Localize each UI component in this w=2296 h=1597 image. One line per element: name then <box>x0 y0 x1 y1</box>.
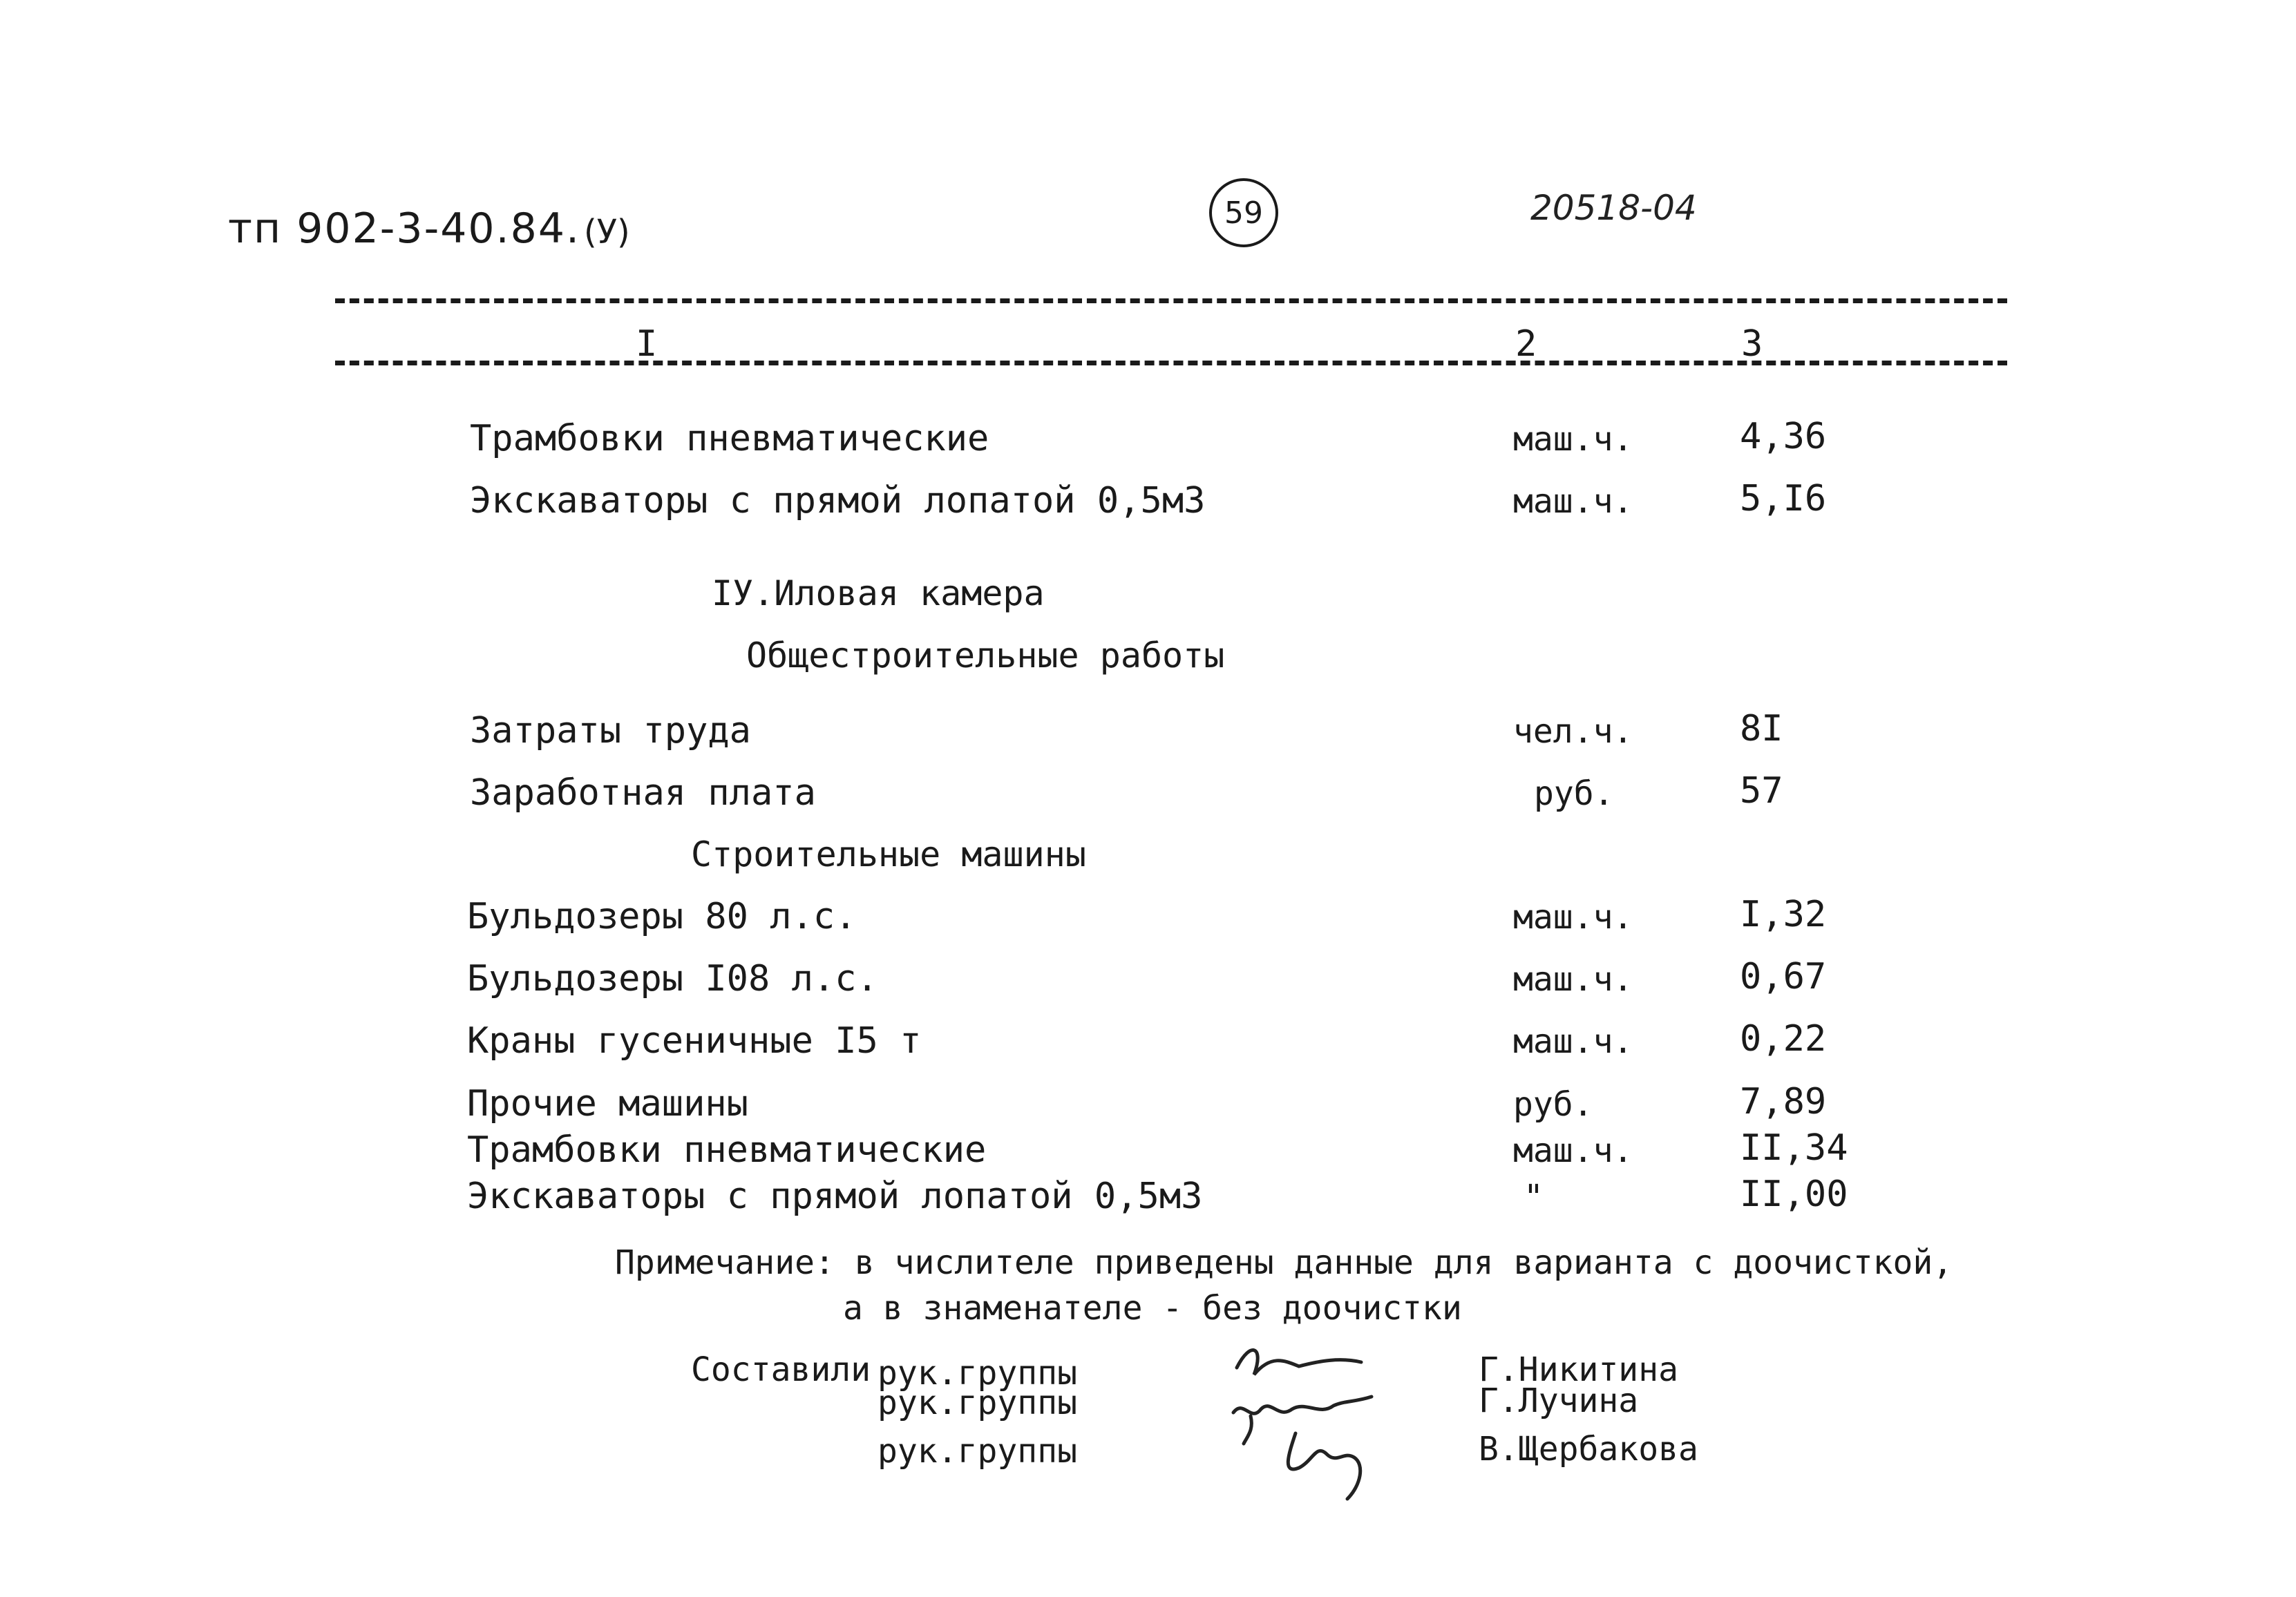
row-value: 57 <box>1740 770 1783 812</box>
row-unit: " <box>1524 1178 1544 1216</box>
row-value: 7,89 <box>1740 1081 1827 1122</box>
document-variant: (У) <box>584 213 630 251</box>
archive-number: 20518-04 <box>1530 188 1697 228</box>
section-title: IУ.Иловая камера <box>712 573 1045 613</box>
note-line-2: а в знаменателе - без доочистки <box>843 1289 1462 1328</box>
row-unit: маш.ч. <box>1513 1131 1633 1170</box>
row-name: Трамбовки пневматические <box>467 1129 987 1171</box>
column-header-2: 2 <box>1515 323 1537 365</box>
row-value: 8I <box>1740 708 1783 749</box>
row-unit: маш.ч. <box>1513 420 1633 459</box>
compilers-label: Составили <box>691 1350 871 1389</box>
signatures <box>1223 1333 1403 1506</box>
document-code: тп 902-3-40.84. <box>228 204 581 253</box>
row-name: Бульдозеры 80 л.с. <box>467 896 857 937</box>
row-name: Затраты труда <box>470 710 751 752</box>
signature-3 <box>1288 1433 1360 1499</box>
row-value: 0,22 <box>1740 1018 1827 1060</box>
row-name: Бульдозеры I08 л.с. <box>467 958 878 1000</box>
page-number: 59 <box>1224 195 1263 231</box>
row-name: Краны гусеничные I5 т <box>467 1020 922 1062</box>
compiler-role: рук.группы <box>877 1432 1077 1471</box>
row-value: I,32 <box>1740 894 1827 935</box>
compiler-name: Г.Никитина <box>1479 1350 1678 1389</box>
row-value: II,34 <box>1740 1127 1848 1169</box>
row-value: 5,I6 <box>1740 478 1827 519</box>
signature-2 <box>1233 1397 1372 1444</box>
row-unit: маш.ч. <box>1513 1022 1633 1061</box>
compiler-name: Г.Лучина <box>1479 1381 1639 1420</box>
compiler-name: В.Щербакова <box>1479 1430 1698 1469</box>
compiler-role: рук.группы <box>877 1354 1077 1393</box>
signature-1 <box>1237 1350 1361 1375</box>
row-value: II,00 <box>1740 1174 1848 1215</box>
row-name: Заработная плата <box>470 772 816 814</box>
row-name: Прочие машины <box>467 1083 748 1125</box>
row-unit: чел.ч. <box>1513 712 1633 751</box>
row-unit: маш.ч. <box>1513 482 1633 521</box>
subsection-machines-title: Строительные машины <box>691 834 1086 874</box>
compiler-role: рук.группы <box>877 1384 1077 1422</box>
table-header-rule <box>335 361 2007 365</box>
row-name: Экскаваторы с прямой лопатой 0,5м3 <box>467 1176 1203 1217</box>
row-unit: маш.ч. <box>1513 898 1633 937</box>
table-top-rule <box>335 298 2007 303</box>
row-unit: руб. <box>1534 774 1614 813</box>
column-header-3: 3 <box>1741 323 1763 365</box>
row-name: Экскаваторы с прямой лопатой 0,5м3 <box>470 480 1206 522</box>
row-unit: руб. <box>1513 1085 1593 1124</box>
page-number-badge <box>1209 178 1278 247</box>
note-line-1: Примечание: в числителе приведены данные для варианта с доочисткой, <box>615 1243 1953 1282</box>
row-value: 0,67 <box>1740 956 1827 997</box>
subsection-general-title: Общестроительные работы <box>746 635 1225 676</box>
row-name: Трамбовки пневматические <box>470 418 989 459</box>
column-header-1: I <box>636 323 658 365</box>
row-unit: маш.ч. <box>1513 960 1633 999</box>
row-value: 4,36 <box>1740 416 1827 457</box>
